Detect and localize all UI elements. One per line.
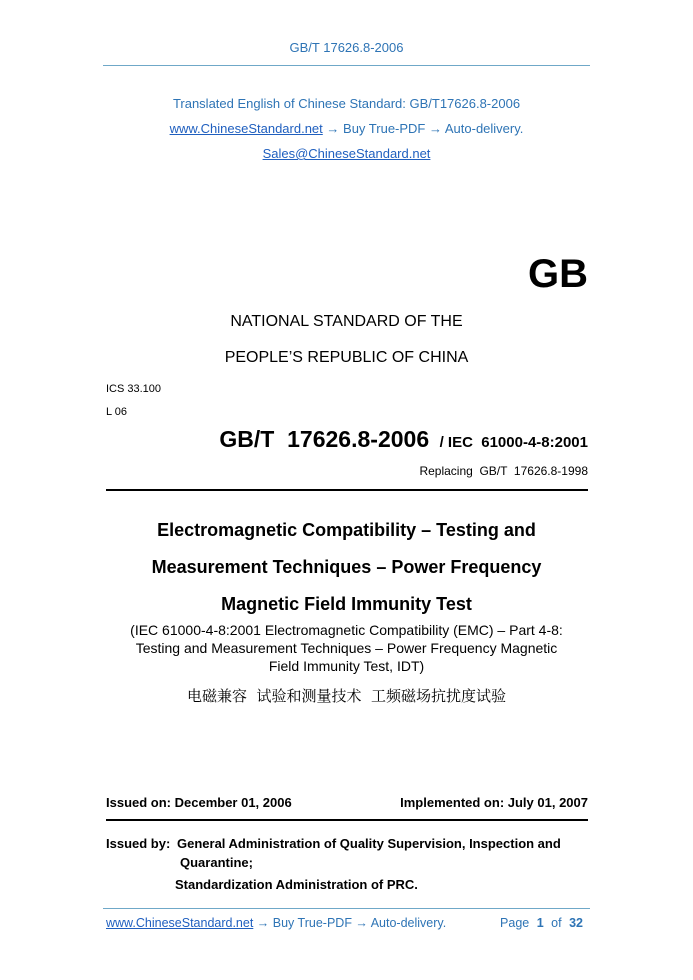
implemented-date: Implemented on: July 01, 2007 [400, 795, 588, 810]
ics-code: ICS 33.100 [106, 383, 162, 395]
issuer-line-1: General Administration of Quality Supervision, Inspection and [177, 836, 561, 851]
sales-email-link[interactable]: Sales@ChineseStandard.net [262, 146, 431, 161]
page-label: Page [500, 916, 530, 930]
title-line-1: Electromagnetic Compatibility – Testing and [157, 520, 536, 540]
issuer-line-2: Quarantine; [180, 855, 253, 870]
issued-date: Issued on: December 01, 2006 [106, 795, 292, 810]
chinese-title: 电磁兼容 试验和测量技术 工频磁场抗扰度试验 [186, 687, 507, 705]
iec-title-line-3: Field Immunity Test, IDT) [268, 658, 425, 674]
footer-site-link[interactable]: www.ChineseStandard.net [106, 916, 254, 930]
page-of: of [551, 916, 562, 930]
national-line-2: PEOPLE’S REPUBLIC OF CHINA [224, 349, 469, 366]
issuer-label: Issued by: [106, 836, 171, 851]
iec-equivalent: / IEC 61000-4-8:2001 [439, 434, 588, 451]
gb-mark: GB [528, 252, 588, 296]
page-indicator [500, 916, 583, 930]
sales-email-line [0, 146, 693, 161]
standard-number-line [219, 426, 588, 453]
standard-number: GB/T 17626.8-2006 [219, 426, 430, 452]
footer-buy-text: → Buy True-PDF → Auto-delivery. [256, 916, 447, 930]
national-line-1: NATIONAL STANDARD OF THE [230, 313, 463, 330]
header-site-link[interactable]: www.ChineseStandard.net [169, 121, 323, 136]
footer-buy-line [106, 916, 446, 930]
iec-title-line-2: Testing and Measurement Techniques – Power Frequency Magnetic [135, 640, 558, 656]
header-doc-code: GB/T 17626.8-2006 [289, 40, 404, 55]
footer-rule [103, 908, 590, 909]
l-code: L 06 [106, 406, 128, 418]
dates-bottom-rule [106, 819, 588, 821]
replacing-line: Replacing GB/T 17626.8-1998 [419, 464, 588, 478]
translated-line: Translated English of Chinese Standard: GB/T17626.8-2006 [172, 96, 521, 111]
header-buy-line [0, 121, 693, 136]
header-buy-text: → Buy True-PDF → Auto-delivery. [326, 121, 524, 136]
title-line-3: Magnetic Field Immunity Test [221, 594, 472, 614]
header-rule [103, 65, 590, 66]
issuer-line-3: Standardization Administration of PRC. [175, 877, 418, 892]
title-line-2: Measurement Techniques – Power Frequency [151, 557, 542, 577]
iec-title-line-1: (IEC 61000-4-8:2001 Electromagnetic Compatibility (EMC) – Part 4-8: [130, 622, 563, 638]
page-current: 1 [536, 916, 544, 930]
title-top-rule [106, 489, 588, 491]
page-total: 32 [569, 916, 583, 930]
